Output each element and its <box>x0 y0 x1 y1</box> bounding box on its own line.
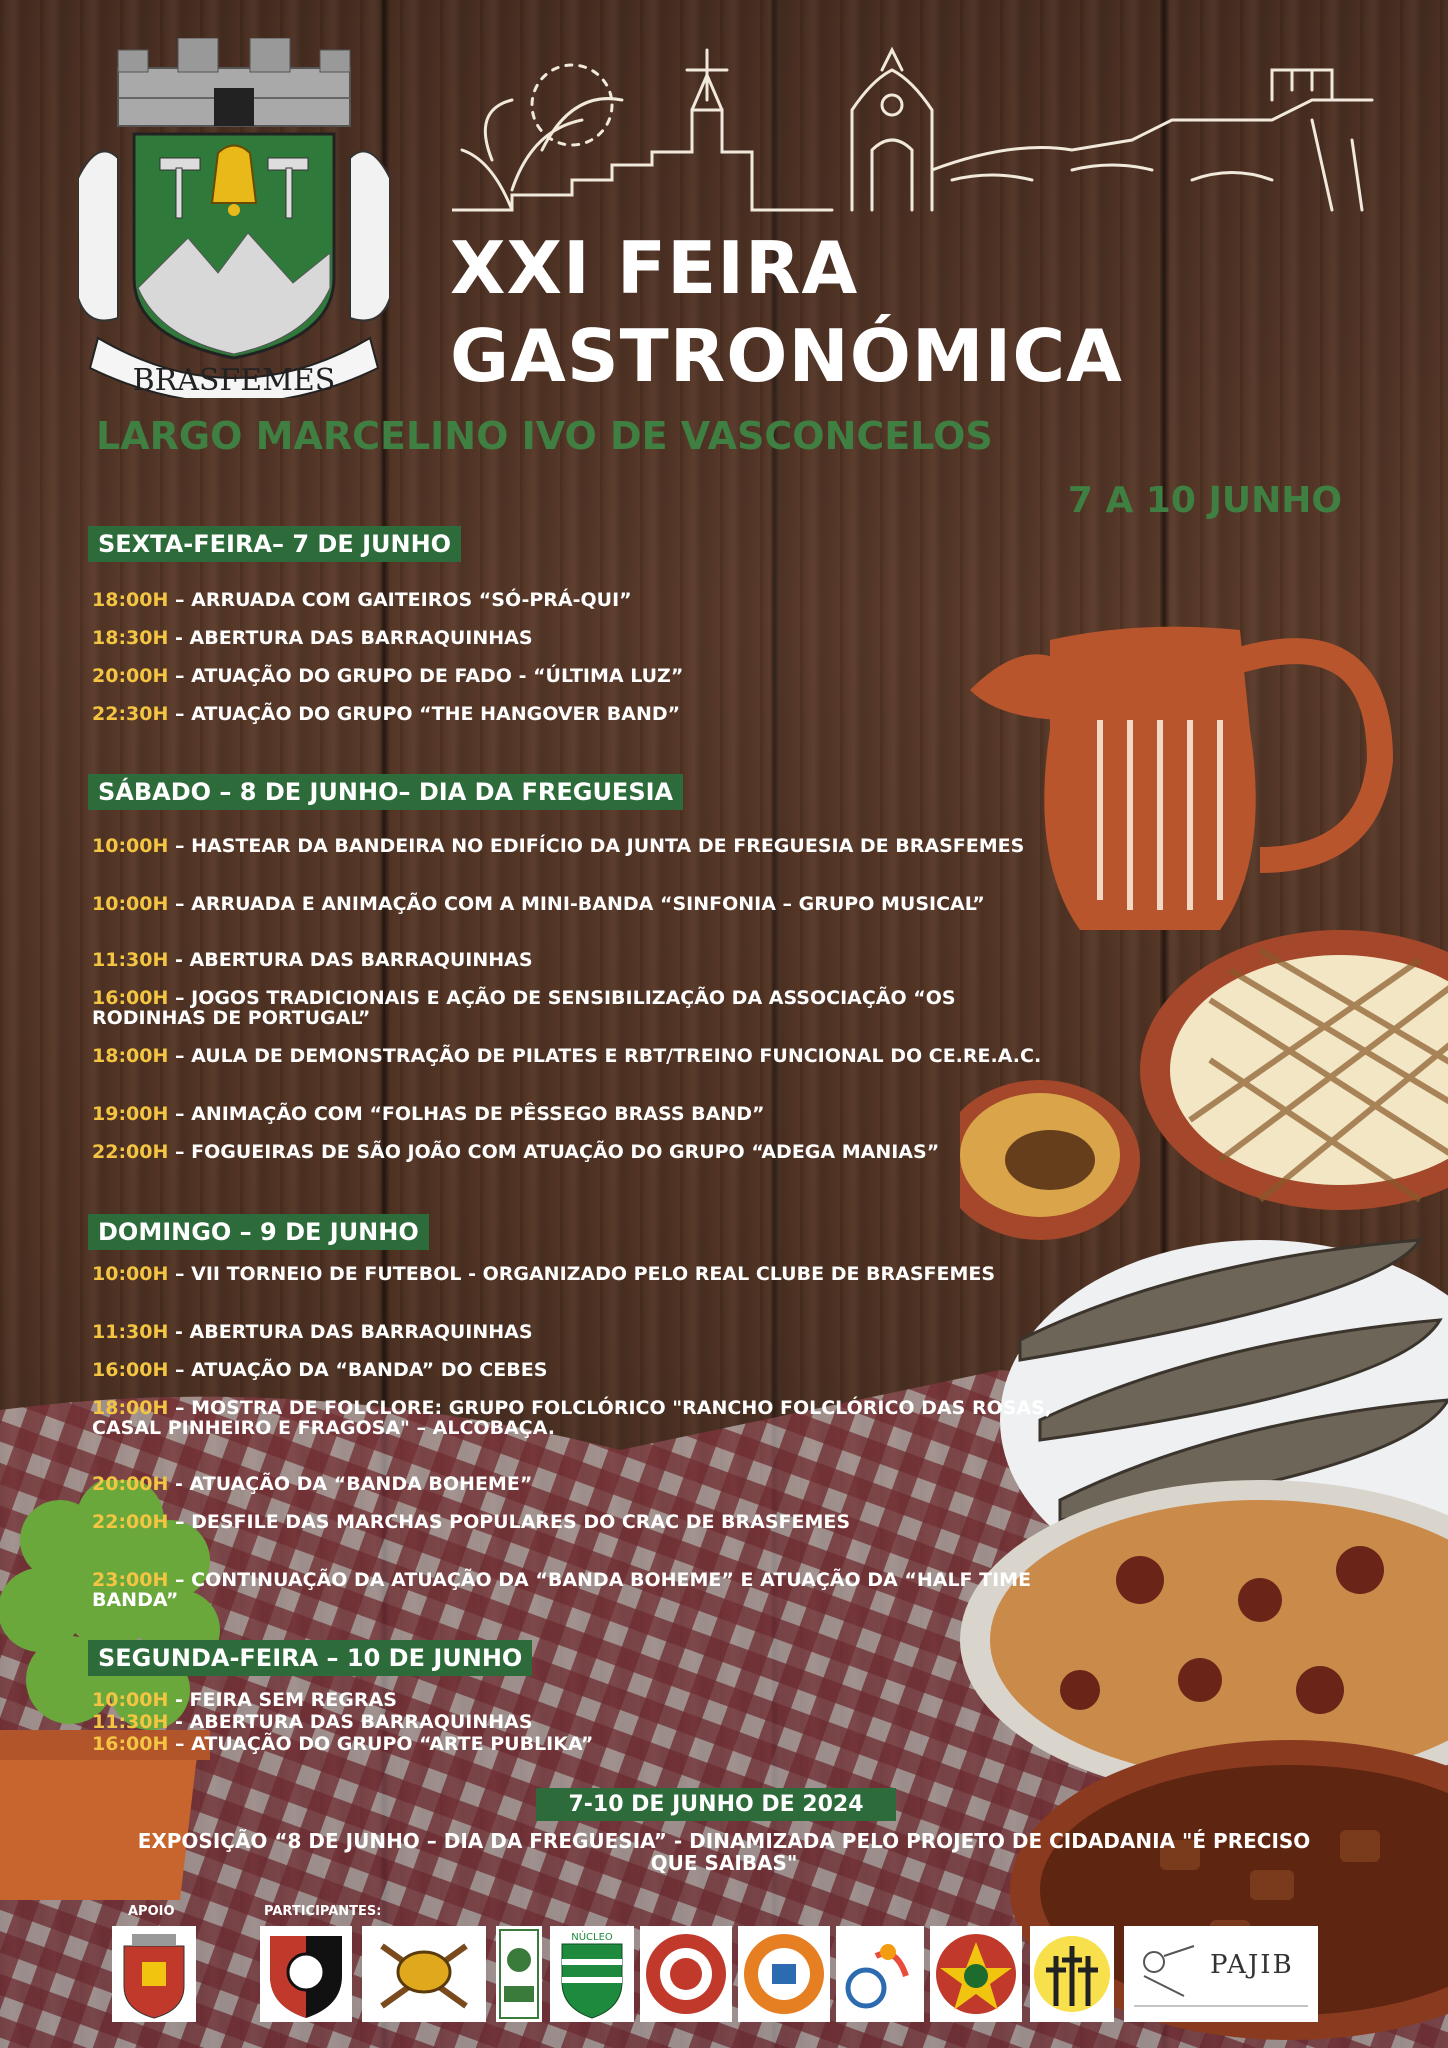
schedule-time: 11:30H <box>92 1711 169 1733</box>
schedule-time: 22:00H <box>92 1141 169 1163</box>
schedule-item <box>92 590 1052 610</box>
schedule-time: 16:00H <box>92 1359 169 1381</box>
schedule-time: 22:00H <box>92 1511 169 1533</box>
arp-association-logo <box>836 1926 924 2022</box>
schedule-item <box>92 1264 1052 1284</box>
schedule-description: – HASTEAR DA BANDEIRA NO EDIFÍCIO DA JUNTA DE FREGUESIA DE BRASFEMES <box>168 835 1025 857</box>
schedule-description: – ARRUADA E ANIMAÇÃO COM A MINI-BANDA “SINFONIA – GRUPO MUSICAL” <box>168 893 985 915</box>
pajib-association-logo <box>1124 1926 1318 2022</box>
title-line-2: GASTRONÓMICA <box>450 314 1123 398</box>
schedule-time: 11:30H <box>92 949 169 971</box>
schedule-item <box>92 1512 1052 1532</box>
schedule-item <box>92 1474 1052 1494</box>
schedule-description: - FEIRA SEM REGRAS <box>168 1689 397 1711</box>
schedule-description: - ATUAÇÃO DA “BANDA BOHEME” <box>168 1473 533 1495</box>
parish-church-logo <box>1030 1926 1114 2022</box>
schedule-time: 10:00H <box>92 835 169 857</box>
schedule-item <box>92 1322 1052 1342</box>
brasfemes-coat-of-arms <box>78 38 390 398</box>
schedule-time: 18:30H <box>92 627 169 649</box>
schedule-item <box>92 1712 1052 1732</box>
schedule-time: 19:00H <box>92 1103 169 1125</box>
schedule-item <box>92 894 1052 914</box>
schedule-time: 20:00H <box>92 665 169 687</box>
firefighters-logo <box>362 1926 486 2022</box>
day-heading: SEGUNDA-FEIRA – 10 DE JUNHO <box>88 1640 532 1676</box>
day-heading: DOMINGO – 9 DE JUNHO <box>88 1214 429 1250</box>
footer-date-bar: 7-10 DE JUNHO DE 2024 <box>536 1788 896 1821</box>
village-landmarks-sketch <box>452 30 1382 220</box>
schedule-description: – ATUAÇÃO DO GRUPO “ARTE PUBLIKA” <box>168 1733 594 1755</box>
schedule-description: – FOGUEIRAS DE SÃO JOÃO COM ATUAÇÃO DO GRUPO “ADEGA MANIAS” <box>168 1141 940 1163</box>
schedule-item <box>92 1046 1052 1066</box>
schedule-time: 10:00H <box>92 893 169 915</box>
pajib-text: PAJIB <box>1210 1950 1294 1980</box>
cebes-logo <box>496 1926 542 2022</box>
day-heading: SEXTA-FEIRA– 7 DE JUNHO <box>88 526 461 562</box>
schedule-description: – ATUAÇÃO DO GRUPO “THE HANGOVER BAND” <box>168 703 681 725</box>
apoio-label: APOIO <box>128 1904 175 1919</box>
schedule-item <box>92 628 1052 648</box>
schedule-time: 22:30H <box>92 703 169 725</box>
schedule-description: – AULA DE DEMONSTRAÇÃO DE PILATES E RBT/TREINO FUNCIONAL DO CE.RE.A.C. <box>168 1045 1042 1067</box>
real-clube-brasfemes-logo <box>260 1926 352 2022</box>
schedule-description: – CONTINUAÇÃO DA ATUAÇÃO DA “BANDA BOHEME” E ATUAÇÃO DA “HALF TIME BANDA” <box>92 1569 1032 1611</box>
svg-text:NÚCLEO: NÚCLEO <box>571 1932 613 1943</box>
schedule-item <box>92 1734 1052 1754</box>
day-heading: SÁBADO – 8 DE JUNHO– DIA DA FREGUESIA <box>88 774 683 810</box>
schedule-time: 10:00H <box>92 1263 169 1285</box>
schedule-item <box>92 704 1052 724</box>
schedule-description: – JOGOS TRADICIONAIS E AÇÃO DE SENSIBILIZAÇÃO DA ASSOCIAÇÃO “OS RODINHAS DE PORTUGAL” <box>92 987 956 1029</box>
schedule-time: 18:00H <box>92 1045 169 1067</box>
schedule-item <box>92 1690 1052 1710</box>
crest-banner-text: BRASFEMES <box>132 363 336 398</box>
schedule-time: 16:00H <box>92 1733 169 1755</box>
title-line-1: XXI FEIRA <box>450 226 859 310</box>
schedule-description: - ABERTURA DAS BARRAQUINHAS <box>168 627 533 649</box>
venue-name: LARGO MARCELINO IVO DE VASCONCELOS <box>96 414 993 458</box>
schedule-time: 18:00H <box>92 589 169 611</box>
scouts-logo <box>930 1926 1022 2022</box>
schedule-description: – MOSTRA DE FOLCLORE: GRUPO FOLCLÓRICO "RANCHO FOLCLÓRICO DAS ROSAS, CASAL PINHEIRO E FRAGOSA" – ALCOBAÇA. <box>92 1397 1053 1439</box>
schedule-description: – ATUAÇÃO DA “BANDA” DO CEBES <box>168 1359 548 1381</box>
schedule-description: – ANIMAÇÃO COM “FOLHAS DE PÊSSEGO BRASS BAND” <box>168 1103 765 1125</box>
schedule-item <box>92 1104 1052 1124</box>
sporting-nucleus-logo <box>550 1926 634 2022</box>
benfica-nucleus-logo <box>640 1926 732 2022</box>
schedule-description: - ABERTURA DAS BARRAQUINHAS <box>168 1321 533 1343</box>
schedule-time: 20:00H <box>92 1473 169 1495</box>
schedule-item <box>92 1360 1052 1380</box>
coimbra-city-logo <box>112 1926 196 2022</box>
social-center-logo <box>738 1926 830 2022</box>
participantes-label: PARTICIPANTES: <box>264 1904 382 1919</box>
schedule-description: – ARRUADA COM GAITEIROS “SÓ-PRÁ-QUI” <box>168 589 632 611</box>
schedule-time: 23:00H <box>92 1569 169 1591</box>
schedule-item <box>92 950 1052 970</box>
schedule-item <box>92 1398 1052 1438</box>
schedule-time: 18:00H <box>92 1397 169 1419</box>
schedule-item <box>92 836 1052 856</box>
schedule-time: 16:00H <box>92 987 169 1009</box>
schedule-item <box>92 1570 1052 1610</box>
schedule-item <box>92 988 1052 1028</box>
schedule-description: - ABERTURA DAS BARRAQUINHAS <box>168 949 533 971</box>
schedule-time: 10:00H <box>92 1689 169 1711</box>
schedule-description: – VII TORNEIO DE FUTEBOL - ORGANIZADO PELO REAL CLUBE DE BRASFEMES <box>168 1263 996 1285</box>
footer-exposition: EXPOSIÇÃO “8 DE JUNHO – DIA DA FREGUESIA” - DINAMIZADA PELO PROJETO DE CIDADANIA "É PRECISO QUE SAIBAS" <box>137 1829 1311 1875</box>
schedule-time: 11:30H <box>92 1321 169 1343</box>
schedule-description: – DESFILE DAS MARCHAS POPULARES DO CRAC DE BRASFEMES <box>168 1511 851 1533</box>
schedule-item <box>92 666 1052 686</box>
schedule-description: - ABERTURA DAS BARRAQUINHAS <box>168 1711 533 1733</box>
schedule-item <box>92 1142 1052 1162</box>
event-dates: 7 A 10 JUNHO <box>1067 480 1342 521</box>
schedule-description: – ATUAÇÃO DO GRUPO DE FADO - “ÚLTIMA LUZ” <box>168 665 684 687</box>
